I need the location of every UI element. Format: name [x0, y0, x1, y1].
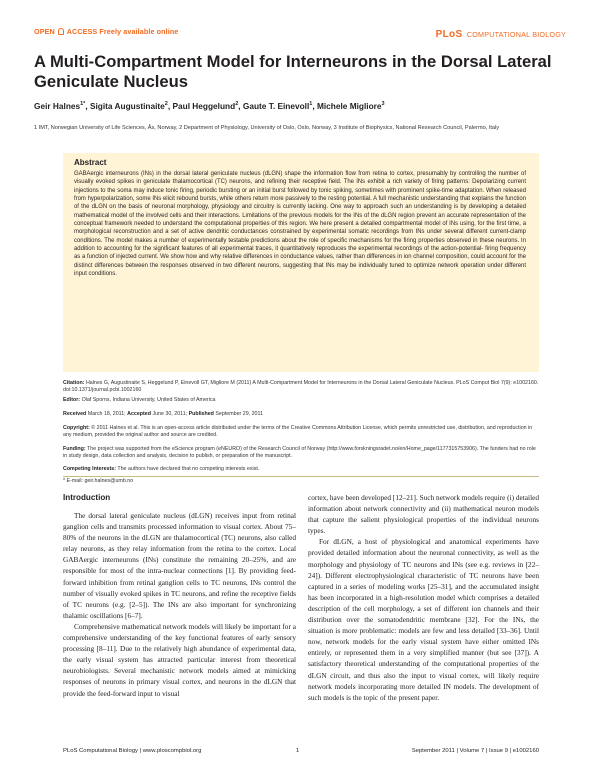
- abstract-text: GABAergic interneurons (INs) in the dorsal lateral geniculate nucleus (dLGN) shape the information flow from retina to cortex, presumably by controlling the number of visually evoked spikes in geniculate thalamocortical (TC) neurons, and refining their receptive field. The INs exhibit a rich variety of firing patterns: Depolarizing current injections to the soma may induce tonic firing, periodic bursting or an initial burst followed by tonic spiking, sometimes with prominent spike-time adaptation. When released from hyperpolarization, some INs elicit rebound bursts, while others return more passively to the resting potential. A full mechanistic understanding that explains the function of the dLGN on the basis of neuronal morphology, physiology and circuitry is currently lacking. One way to approach such an understanding is by developing a detailed mathematical model of the involved cells and their interactions. Limitations of the previous models for the INs of the dLGN region prevent an accurate representation of the conceptual framework needed to understand the computational properties of this region. We here present a detailed compartmental model of INs using, for the first time, a morphological reconstruction and a set of active dendritic conductances constrained by experimental somatic recordings from INs under several different current-clamp conditions. The model makes a number of experimentally testable predictions about the role of specific mechanisms for the firing properties observed in these neurons. In addition to accounting for the significant features of all experimental traces, it quantitatively reproduces the experimental recordings of the action-potential- firing frequency as a function of injected current. We show how and why relative differences in conductance values, rather than differences in ion channel composition, could account for the distinct differences between the responses observed in two different neurons, suggesting that INs may be individually tuned to optimize network operation under different input conditions.: [74, 171, 526, 278]
- footer-issue: September 2011 | Volume 7 | Issue 9 | e1002160: [411, 748, 539, 754]
- journal-plos: PLoS: [435, 29, 463, 40]
- copyright: [63, 425, 539, 440]
- citation: [63, 380, 539, 395]
- funding: [63, 446, 539, 461]
- abstract-heading: Abstract: [74, 158, 107, 167]
- published-label: Published: [188, 411, 214, 417]
- access-label: ACCESS: [66, 27, 98, 36]
- author-affiliation-mark: 1*: [80, 101, 86, 108]
- accepted-label: Accepted: [127, 411, 151, 417]
- open-access-lock-icon: [58, 28, 64, 35]
- citation-label: Citation:: [63, 380, 85, 386]
- editor-text: Olaf Sporns, Indiana University, United States of America: [81, 397, 216, 403]
- paragraph: cortex, have been developed [12–21]. Such network models require (i) detailed information about network connectivity and (ii) mathematical neuron models that capture the salient physiological properties of the individual neurons types.: [308, 493, 539, 536]
- page-number: 1: [296, 748, 300, 754]
- citation-text: Halnes G, Augustinaite S, Heggelund P, Einevoll GT, Migliore M (2011) A Multi-Compartment Model for Interneurons in the Dorsal Lateral Geniculate Nucleus. PLoS Comput Biol 7(9): e1002160. doi:10.1371/journal.pcbi.1002160: [63, 380, 539, 394]
- corresponding-email: * E-mail: geir.halnes@umb.no: [63, 478, 134, 484]
- editor-label: Editor:: [63, 397, 81, 403]
- funding-label: Funding:: [63, 446, 86, 452]
- funding-text: The project was supported from the eScience program (eNEURO) of the Research Council of Norway (http://www.forskningsradet.no/en/Home_page/1177315753906). The funders had no role in study design, data collection and analysis, decision to publish, or preparation of the manuscript.: [63, 446, 536, 460]
- author-affiliation-mark: 2: [235, 101, 239, 108]
- open-label: OPEN: [34, 27, 55, 36]
- divider: [63, 476, 539, 477]
- journal-header: [34, 26, 566, 40]
- article-title: A Multi-Compartment Model for Interneurons in the Dorsal Lateral Geniculate Nucleus: [34, 52, 552, 91]
- accepted-date: June 30, 2011;: [152, 411, 188, 417]
- left-column: [63, 510, 296, 699]
- abstract-box: [63, 153, 539, 372]
- author-affiliation-mark: 3: [381, 101, 385, 108]
- received-date: March 18, 2011;: [87, 411, 126, 417]
- paragraph: The dorsal lateral geniculate nucleus (dLGN) receives input from retinal ganglion cells and transmits processed information to visual cortex. About 75–80% of the neurons in the dLGN are thalamocortical (TC) neurons, also called relay neurons, as they relay information from the retina to the cortex. Local GABAergic interneurons (INs) constitute the remaining 20–25%, and are responsible for most of the intra-nuclear connections [1]. By providing feed-forward inhibition from retinal ganglion cells to TC neurons, INs control the number of visually evoked spikes in TC neurons, and refine the receptive fields of TC neurons (e.g. [2–5]). The INs are also important for synchronizing thalamic oscillations [6–7].: [63, 511, 296, 620]
- dates: [63, 411, 539, 418]
- published-date: September 29, 2011: [215, 411, 263, 417]
- introduction-heading: Introduction: [63, 493, 111, 502]
- open-access-badge: [34, 27, 178, 36]
- copyright-text: © 2011 Halnes et al. This is an open-access article distributed under the terms of the Creative Commons Attribution License, which permits unrestricted use, distribution, and reproduction in any medium, provided the original author and source are credited.: [63, 425, 533, 439]
- received-label: Received: [63, 411, 87, 417]
- footer-journal: PLoS Computational Biology | www.ploscompbiol.org: [63, 748, 202, 754]
- author-name: Geir Halnes: [34, 101, 81, 111]
- competing-interests: [63, 466, 539, 473]
- journal-logo: [436, 24, 566, 42]
- author-name: Gaute T. Einevoll: [242, 101, 310, 111]
- copyright-label: Copyright:: [63, 425, 90, 431]
- author-list: Geir Halnes$^{1*}$, Sigita Augustinaite$^2$, Paul Heggelund$^2$, Gaute T. Einevoll$^1$, Michele Migliore$^3$: [34, 101, 385, 111]
- author-affiliation-mark: 2: [164, 101, 168, 108]
- author-name: Michele Migliore: [316, 101, 382, 111]
- paragraph: For dLGN, a host of physiological and anatomical experiments have provided detailed information about the neuronal connectivity, as well as the morphology and physiology of TC neurons and INs (see e.g. reviews in [22–24]). Different electrophysiological characteristic of TC neurons have been captured in a series of modeling works [25–31], and the accumulated insight has been incorporated in a high-resolution model which comprises a detailed description of the cell morphology, a set of different ion channels and their distribution over the somatodendritic membrane [32]. For the INs, the situation is more problematic: models are few and less detailed [33–36]. Until now, network models for the early visual system have either omitted INs entirely, or represented them in a very simplified manner (but see [37]). A satisfactory theoretical understanding of the computational properties of the dLGN circuit, and thus also the input to visual cortex, will likely require network models incorporating more detailed IN models. The development of such models is the topic of the present paper.: [308, 537, 539, 702]
- affiliations: 1 IMT, Norwegian University of Life Sciences, Ås, Norway, 2 Department of Physiology, University of Oslo, Oslo, Norway, 3 Institute of Biophysics, National Research Council, Palermo, Italy: [34, 125, 500, 131]
- author-name: Paul Heggelund: [172, 101, 236, 111]
- competing-label: Competing Interests:: [63, 466, 116, 472]
- editor: [63, 397, 539, 404]
- paragraph: Comprehensive mathematical network models will likely be important for a comprehensive understanding of the key functional features of early sensory processing [8–11]. Due to the relatively high abundance of experimental data, the early visual system has attracted particular interest from theoretical neurobiologists. Several mechanistic network models aimed at mimicking responses of neurons in primary visual cortex, and neurons in the dLGN that provide the feed-forward input to visual: [63, 621, 296, 698]
- author-affiliation-mark: 1: [309, 101, 313, 108]
- journal-subtitle: COMPUTATIONAL BIOLOGY: [466, 30, 566, 39]
- freely-available-label: Freely available online: [99, 27, 179, 36]
- author-name: Sigita Augustinaite: [89, 101, 165, 111]
- competing-text: The authors have declared that no competing interests exist.: [117, 466, 260, 472]
- right-column: [308, 492, 539, 703]
